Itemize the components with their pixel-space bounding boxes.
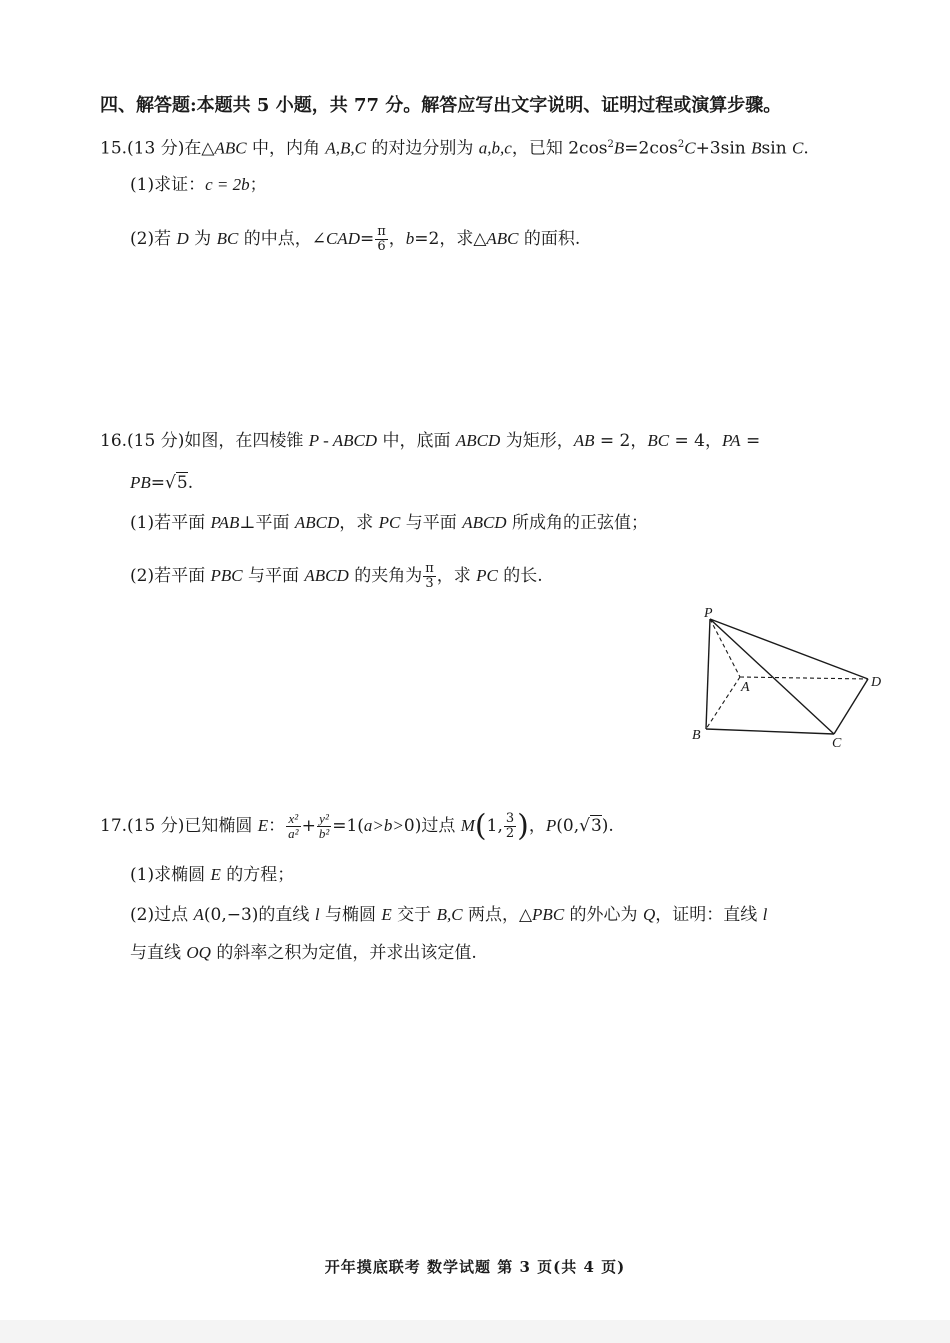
label-C: C <box>832 736 842 751</box>
edge-PC <box>710 619 834 734</box>
section-title: 四、解答题:本题共 5 小题，共 77 分。解答应写出文字说明、证明过程或演算步骤。 <box>100 95 782 116</box>
q17-stem: 17.(15 分)已知椭圆 E： $\frac{\text{x²}}{\text{a²}}$ + $\frac{\text{y²}}{\text{b²}}$ =1(a>b>0)过点 M(1, $\frac{3}{2}$ )，P(0,√3). <box>100 808 614 844</box>
q15-part1: (1)求证：c = 2b； <box>130 175 267 195</box>
fraction-pi-over-6: $\frac{\pi}{6}$ <box>377 224 386 254</box>
q17-score: (15 分) <box>127 816 185 836</box>
fraction-3-over-2: $\frac{3}{2}$ <box>505 811 515 841</box>
edge-BC <box>706 729 834 734</box>
fraction-y2-over-b2: $\frac{\text{y²}}{\text{b²}}$ <box>318 811 330 841</box>
q17-part2: (2)过点 A(0,−3)的直线 l 与椭圆 E 交于 B,C 两点，△PBC 的外心为 Q，证明：直线 l <box>130 905 768 925</box>
q16-part2: (2)若平面 PBC 与平面 ABCD 的夹角为 $\frac{\pi}{3}$ ，求 PC 的长. <box>130 561 543 591</box>
edge-AB <box>706 677 740 729</box>
fraction-pi-over-3: $\frac{\pi}{3}$ <box>425 561 434 591</box>
page-footer: 开年摸底联考 数学试题 第 3 页(共 4 页) <box>324 1258 626 1276</box>
label-P: P <box>704 606 713 621</box>
edge-PD <box>710 619 868 679</box>
label-A: A <box>741 680 750 695</box>
pyramid-figure <box>680 605 890 755</box>
q15-number: 15. <box>100 138 128 159</box>
edge-PA <box>710 619 740 677</box>
q16-score: (15 分) <box>127 431 185 451</box>
q16-number: 16. <box>100 431 128 451</box>
edge-AD <box>740 677 868 679</box>
q15-score: (13 分) <box>127 138 185 159</box>
edge-CD <box>834 679 868 734</box>
q16-part1: (1)若平面 PAB⊥平面 ABCD，求 PC 与平面 ABCD 所成角的正弦值； <box>130 513 648 533</box>
q16-stem-line2: PB=√5. <box>130 473 194 493</box>
label-D: D <box>871 675 882 690</box>
edge-PB <box>706 619 710 729</box>
q17-part1: (1)求椭圆 E 的方程； <box>130 865 295 885</box>
q15-stem: 15.(13 分)在△ABC 中，内角 A,B,C 的对边分别为 a,b,c，已知 $2\cos^2B=2\cos^2C+3\sin$ Bsin C. <box>100 138 809 159</box>
q17-number: 17. <box>100 816 128 836</box>
label-B: B <box>692 728 701 743</box>
q16-stem: 16.(15 分)如图，在四棱锥 P - ABCD 中，底面 ABCD 为矩形，AB = 2，BC = 4，PA = <box>100 431 761 451</box>
scan-edge <box>0 1320 950 1343</box>
q15-part2: (2)若 D 为 BC 的中点，∠CAD= $\frac{\pi}{6}$ ，b=2，求△ABC 的面积. <box>130 224 581 254</box>
q17-part2-line2: 与直线 OQ 的斜率之积为定值，并求出该定值. <box>130 943 477 963</box>
fraction-x2-over-a2: $\frac{\text{x²}}{\text{a²}}$ <box>288 811 299 841</box>
